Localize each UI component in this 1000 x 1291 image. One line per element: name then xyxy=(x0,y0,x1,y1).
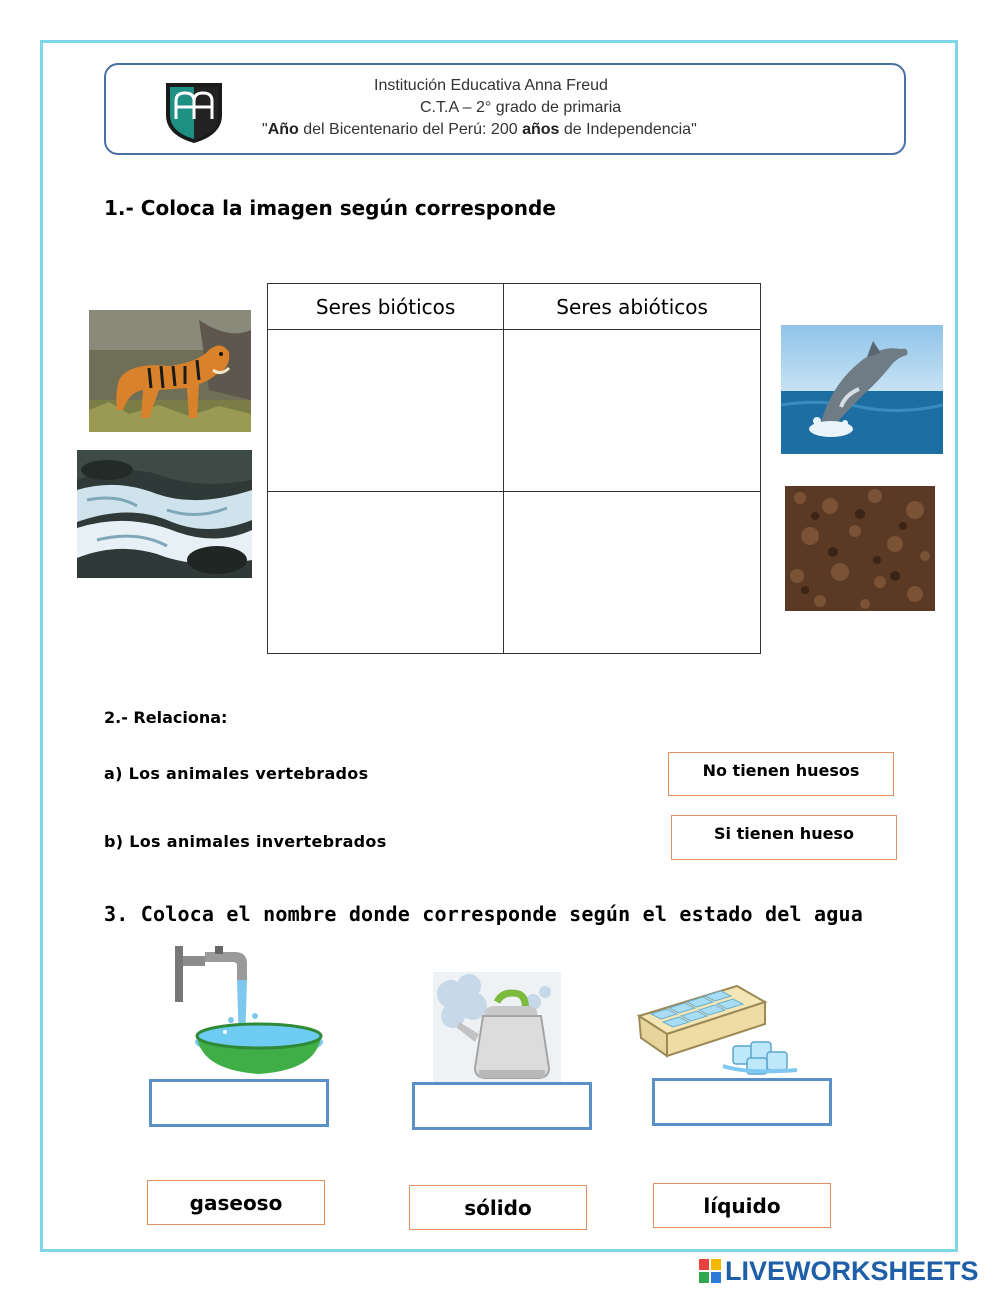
drop-cell-abiotic-2[interactable] xyxy=(504,492,761,654)
item-invertebrados: b) Los animales invertebrados xyxy=(104,832,387,851)
option-no-tienen-huesos[interactable]: No tienen huesos xyxy=(668,752,894,796)
drop-cell-biotic-2[interactable] xyxy=(268,492,504,654)
liveworksheets-logo-icon xyxy=(698,1258,722,1284)
dolphin-image[interactable] xyxy=(781,325,943,454)
drop-box-gas[interactable] xyxy=(412,1082,592,1130)
river-image[interactable] xyxy=(77,450,252,578)
option-si-tienen-hueso[interactable]: Si tienen hueso xyxy=(671,815,897,860)
year-motto: "Año del Bicentenario del Perú: 200 años de Independencia" xyxy=(262,121,697,138)
faucet-basin-image xyxy=(175,946,341,1078)
drop-cell-biotic-1[interactable] xyxy=(268,330,504,492)
drop-cell-abiotic-1[interactable] xyxy=(504,330,761,492)
brand-name: LIVEWORKSHEETS xyxy=(725,1255,979,1286)
question-1-title: 1.- Coloca la imagen según corresponde xyxy=(104,196,556,220)
header-abioticos: Seres abióticos xyxy=(504,284,761,330)
school-header xyxy=(104,63,906,155)
question-3-title: 3. Coloca el nombre donde corresponde según el estado del agua xyxy=(104,902,863,926)
classification-table xyxy=(267,283,761,654)
drop-box-liquid[interactable] xyxy=(149,1079,329,1127)
school-crest-icon xyxy=(162,79,226,145)
liveworksheets-brand xyxy=(698,1256,979,1286)
school-name: Institución Educativa Anna Freud xyxy=(374,77,608,94)
question-2-title: 2.- Relaciona: xyxy=(104,708,228,727)
word-liquido[interactable]: líquido xyxy=(653,1183,831,1228)
drop-box-solid[interactable] xyxy=(652,1078,832,1126)
word-solido[interactable]: sólido xyxy=(409,1185,587,1230)
word-gaseoso[interactable]: gaseoso xyxy=(147,1180,325,1225)
course-name: C.T.A – 2° grado de primaria xyxy=(420,99,622,116)
soil-image[interactable] xyxy=(785,486,935,611)
item-vertebrados: a) Los animales vertebrados xyxy=(104,764,369,783)
ice-tray-image xyxy=(637,946,813,1078)
header-bioticos: Seres bióticos xyxy=(268,284,504,330)
kettle-steam-image xyxy=(433,972,561,1082)
tiger-image[interactable] xyxy=(89,310,251,432)
